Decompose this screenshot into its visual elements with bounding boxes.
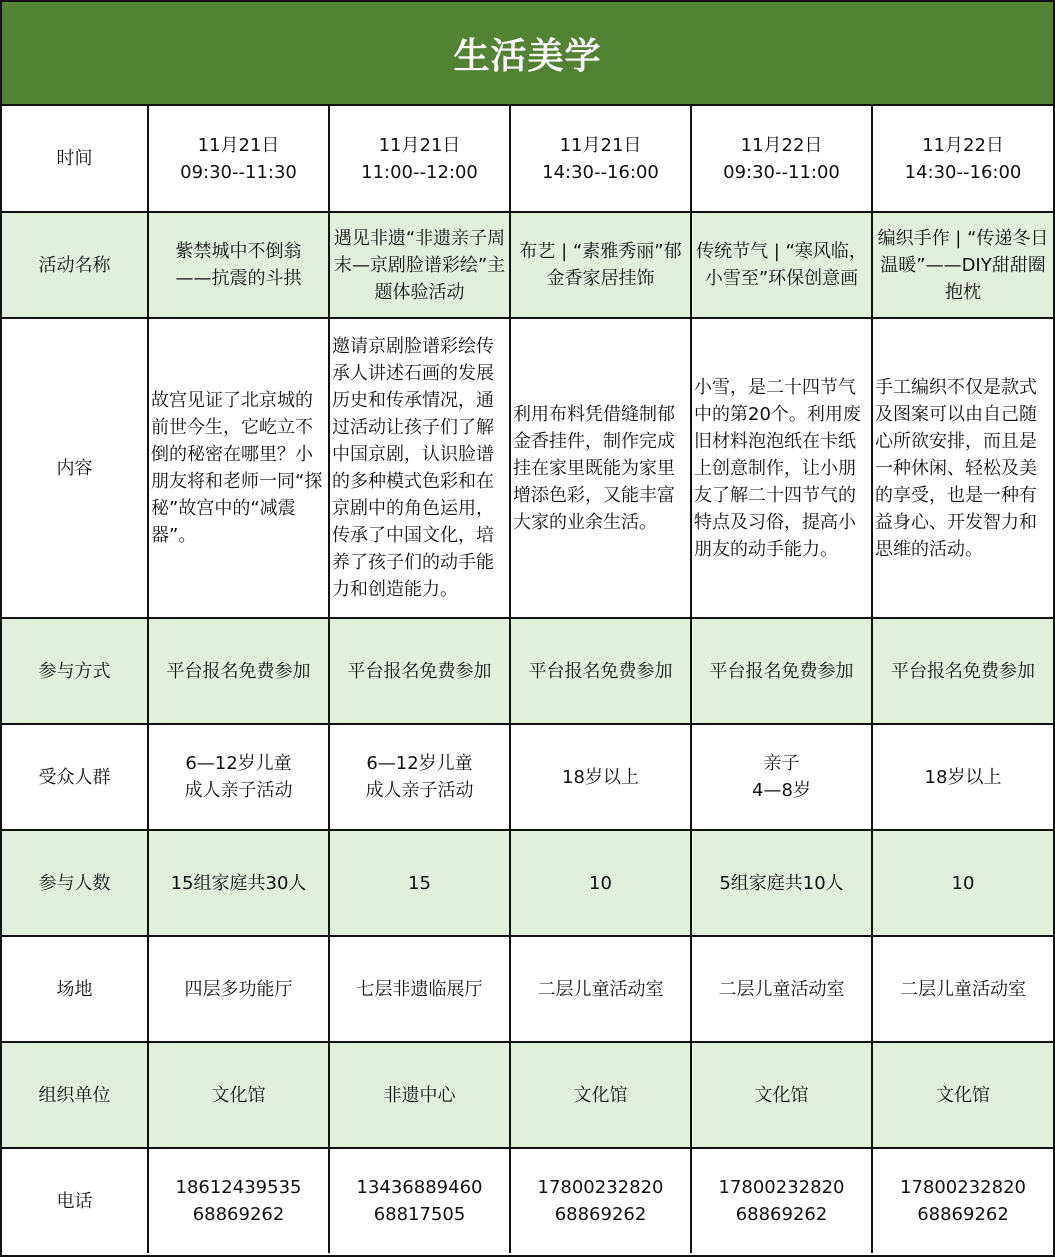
table-cell: 文化馆 xyxy=(691,1042,872,1148)
table-cell: 传统节气 | “寒风临，小雪至”环保创意画 xyxy=(691,212,872,318)
table-cell: 11月22日 14:30--16:00 xyxy=(872,106,1053,212)
table-cell: 11月21日 11:00--12:00 xyxy=(329,106,510,212)
table-cell: 小雪，是二十四节气中的第20个。利用废旧材料泡泡纸在卡纸上创意制作，让小朋友了解二十四节气的特点及习俗，提高小朋友的动手能力。 xyxy=(691,318,872,618)
table-cell: 平台报名免费参加 xyxy=(329,618,510,724)
table-cell: 18岁以上 xyxy=(510,724,691,830)
table-cell: 七层非遗临展厅 xyxy=(329,936,510,1042)
row-participation xyxy=(2,618,1053,724)
table-cell: 遇见非遗“非遗亲子周末—京剧脸谱彩绘”主题体验活动 xyxy=(329,212,510,318)
table-cell: 故宫见证了北京城的前世今生，它屹立不倒的秘密在哪里？小朋友将和老师一同“探秘”故宫中的“减震器”。 xyxy=(148,318,329,618)
row-phone xyxy=(2,1148,1053,1253)
table-cell: 利用布料凭借缝制郁金香挂件，制作完成挂在家里既能为家里增添色彩，又能丰富大家的业余生活。 xyxy=(510,318,691,618)
table-cell: 18612439535 68869262 xyxy=(148,1148,329,1253)
table-cell: 6—12岁儿童 成人亲子活动 xyxy=(148,724,329,830)
row-label: 时间 xyxy=(2,106,148,212)
table-cell: 18岁以上 xyxy=(872,724,1053,830)
table-cell: 紫禁城中不倒翁 ——抗震的斗拱 xyxy=(148,212,329,318)
row-label: 参与方式 xyxy=(2,618,148,724)
table-cell: 文化馆 xyxy=(510,1042,691,1148)
table-cell: 17800232820 68869262 xyxy=(510,1148,691,1253)
table-cell: 亲子 4—8岁 xyxy=(691,724,872,830)
table-cell: 编织手作 | “传递冬日温暖”——DIY甜甜圈抱枕 xyxy=(872,212,1053,318)
table-cell: 6—12岁儿童 成人亲子活动 xyxy=(329,724,510,830)
table-cell: 10 xyxy=(872,830,1053,936)
table-cell: 11月21日 09:30--11:30 xyxy=(148,106,329,212)
page-title: 生活美学 xyxy=(2,2,1053,106)
table-cell: 布艺 | “素雅秀丽”郁金香家居挂饰 xyxy=(510,212,691,318)
row-audience xyxy=(2,724,1053,830)
table-cell: 15 xyxy=(329,830,510,936)
table-cell: 平台报名免费参加 xyxy=(510,618,691,724)
row-label: 场地 xyxy=(2,936,148,1042)
row-label: 受众人群 xyxy=(2,724,148,830)
table-cell: 二层儿童活动室 xyxy=(872,936,1053,1042)
table-cell: 17800232820 68869262 xyxy=(691,1148,872,1253)
row-label: 电话 xyxy=(2,1148,148,1253)
table-cell: 平台报名免费参加 xyxy=(872,618,1053,724)
table-cell: 四层多功能厅 xyxy=(148,936,329,1042)
table-cell: 5组家庭共10人 xyxy=(691,830,872,936)
table-cell: 11月21日 14:30--16:00 xyxy=(510,106,691,212)
table-cell: 10 xyxy=(510,830,691,936)
table-cell: 非遗中心 xyxy=(329,1042,510,1148)
table-cell: 文化馆 xyxy=(148,1042,329,1148)
row-label: 参与人数 xyxy=(2,830,148,936)
row-content xyxy=(2,318,1053,618)
table-cell: 平台报名免费参加 xyxy=(148,618,329,724)
row-label: 组织单位 xyxy=(2,1042,148,1148)
table-cell: 文化馆 xyxy=(872,1042,1053,1148)
row-headcount xyxy=(2,830,1053,936)
table-cell: 手工编织不仅是款式及图案可以由自己随心所欲安排，而且是一种休闲、轻松及美的享受，也是一种有益身心、开发智力和思维的活动。 xyxy=(872,318,1053,618)
row-label: 内容 xyxy=(2,318,148,618)
table-cell: 二层儿童活动室 xyxy=(691,936,872,1042)
table-cell: 13436889460 68817505 xyxy=(329,1148,510,1253)
table-cell: 平台报名免费参加 xyxy=(691,618,872,724)
row-time xyxy=(2,106,1053,212)
row-organizer xyxy=(2,1042,1053,1148)
table-cell: 17800232820 68869262 xyxy=(872,1148,1053,1253)
table-cell: 11月22日 09:30--11:00 xyxy=(691,106,872,212)
row-activity-name xyxy=(2,212,1053,318)
row-label: 活动名称 xyxy=(2,212,148,318)
table-cell: 邀请京剧脸谱彩绘传承人讲述石画的发展历史和传承情况，通过活动让孩子们了解中国京剧，认识脸谱的多种模式色彩和在京剧中的角色运用，传承了中国文化，培养了孩子们的动手能力和创造能力。 xyxy=(329,318,510,618)
table-cell: 二层儿童活动室 xyxy=(510,936,691,1042)
schedule-table xyxy=(2,106,1053,1253)
table-cell: 15组家庭共30人 xyxy=(148,830,329,936)
row-venue xyxy=(2,936,1053,1042)
